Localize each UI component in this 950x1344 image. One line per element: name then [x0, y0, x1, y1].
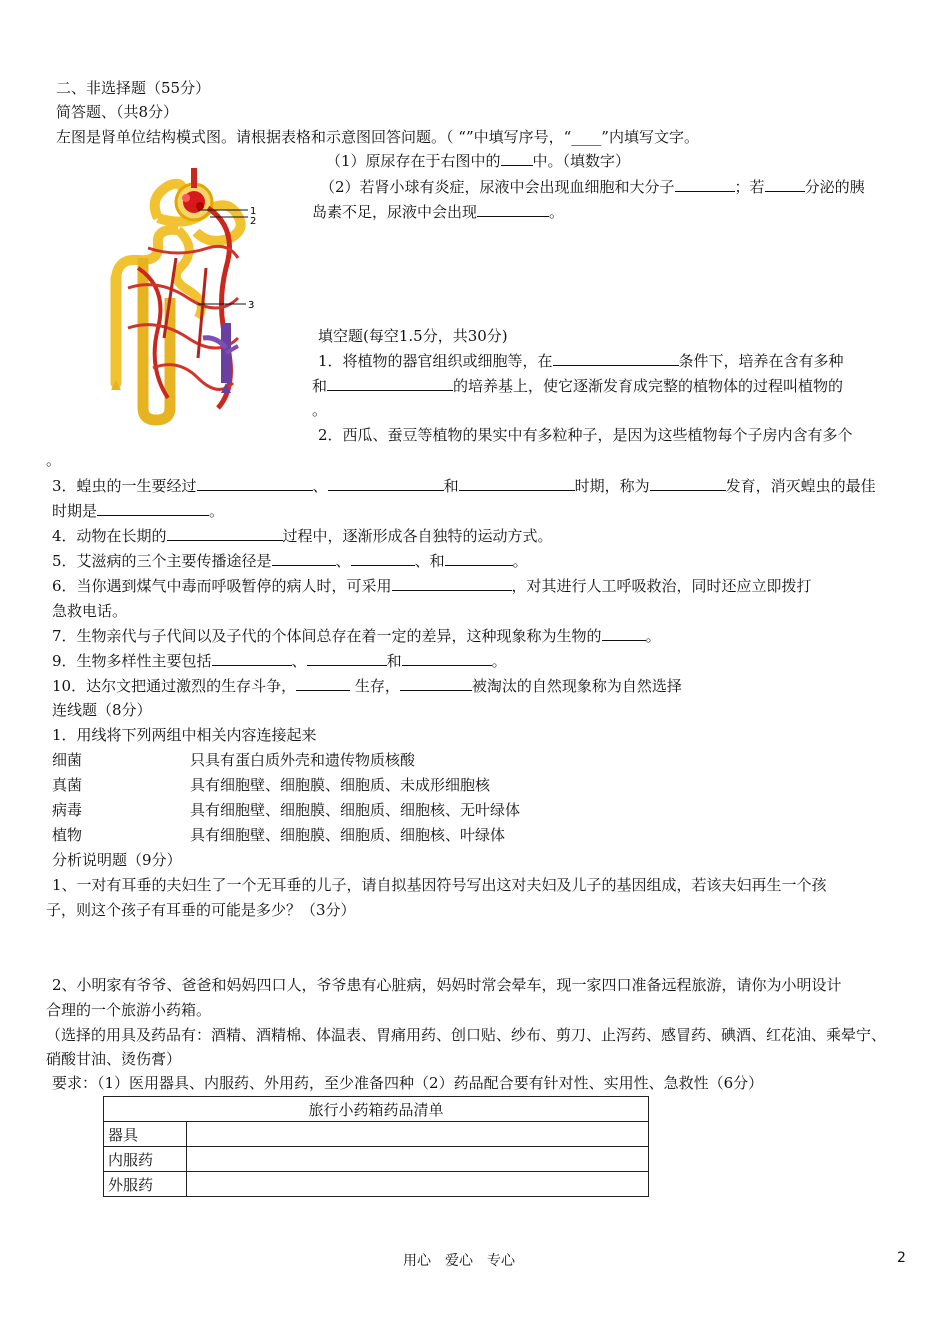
analysis-q2-line3: （选择的用具及药品有：酒精、酒精棉、体温表、胃痛用药、创口贴、纱布、剪刀、止泻药、感冒药、碘酒、红花油、乘晕宁、 [46, 1026, 887, 1044]
fill-in-title: 填空题(每空1.5分，共30分) [318, 327, 508, 345]
table-row [104, 1122, 649, 1147]
short-answer-intro: 左图是肾单位结构模式图。请根据表格和示意图回答问题。（ “”中填写序号，“____”内填写文字。 [56, 128, 699, 146]
match-left-bacteria: 细菌 [52, 751, 83, 769]
analysis-q2-line4: 硝酸甘油、烫伤膏） [46, 1050, 182, 1068]
match-left-fungi: 真菌 [52, 776, 83, 794]
match-left-plant: 植物 [52, 826, 83, 844]
fill-q5: 5．艾滋病的三个主要传播途径是 、 、和 。 [52, 552, 528, 570]
fill-q2-end: 。 [46, 451, 62, 469]
fill-q1-end: 。 [312, 401, 328, 419]
page-number: 2 [897, 1250, 906, 1266]
answer-cell-external[interactable] [187, 1172, 649, 1197]
match-right-4: 具有细胞壁、细胞膜、细胞质、细胞核、叶绿体 [190, 826, 506, 844]
answer-cell-equipment[interactable] [187, 1122, 649, 1147]
table-row [104, 1172, 649, 1197]
fill-q9: 9．生物多样性主要包括 、 和 。 [52, 652, 507, 670]
match-right-2: 具有细胞壁、细胞膜、细胞质、未成形细胞核 [190, 776, 491, 794]
analysis-q2-line2: 合理的一个旅游小药箱。 [46, 1001, 212, 1019]
analysis-q2-line1: 2、小明家有爷爷、爸爸和妈妈四口人，爷爷患有心脏病，妈妈时常会晕车，现一家四口准备远程旅游，请你为小明设计 [52, 976, 842, 994]
fill-q7: 7．生物亲代与子代间以及子代的个体间总存在着一定的差异，这种现象称为生物的 。 [52, 627, 661, 645]
sa-question-2-line1: （2）若肾小球有炎症，尿液中会出现血细胞和大分子 ；若 分泌的胰 [320, 178, 865, 196]
fill-q1-line1: 1．将植物的器官组织或细胞等，在 条件下，培养在含有多种 [318, 352, 844, 370]
medicine-kit-table [103, 1096, 649, 1197]
diagram-label-2: 2 [250, 216, 257, 227]
analysis-title: 分析说明题（9分） [52, 851, 182, 869]
fill-q1-line2: 和 的培养基上，使它逐渐发育成完整的植物体的过程叫植物的 [312, 377, 844, 395]
nephron-diagram [98, 158, 268, 428]
diagram-label-1: 1 [250, 206, 257, 217]
row-label-oral: 内服药 [104, 1147, 187, 1172]
fill-q6-line2: 急救电话。 [52, 602, 128, 620]
match-left-virus: 病毒 [52, 801, 83, 819]
sa-question-2-line2: 岛素不足，尿液中会出现 。 [312, 203, 565, 221]
matching-instruction: 1．用线将下列两组中相关内容连接起来 [52, 726, 317, 744]
footer-motto: 用心 爱心 专心 [403, 1253, 515, 1269]
row-label-equipment: 器具 [104, 1122, 187, 1147]
fill-q3-line2: 时期是 。 [52, 502, 225, 520]
analysis-q1-line1: 1、一对有耳垂的夫妇生了一个无耳垂的儿子，请自拟基因符号写出这对夫妇及儿子的基因组成，若该夫妇再生一个孩 [52, 876, 827, 894]
match-right-1: 只具有蛋白质外壳和遗传物质核酸 [190, 751, 416, 769]
fill-q6-line1: 6．当你遇到煤气中毒而呼吸暂停的病人时，可采用 ，对其进行人工呼吸救治，同时还应立即拨打 [52, 577, 812, 595]
matching-title: 连线题（8分） [52, 701, 152, 719]
match-right-3: 具有细胞壁、细胞膜、细胞质、细胞核、无叶绿体 [190, 801, 521, 819]
sa-question-1: （1）原尿存在于右图中的 中。（填数字） [326, 152, 631, 170]
section-header: 二、非选择题（55分） [56, 79, 211, 97]
fill-q2: 2．西瓜、蚕豆等植物的果实中有多粒种子，是因为这些植物每个子房内含有多个 [318, 426, 853, 444]
answer-cell-oral[interactable] [187, 1147, 649, 1172]
fill-q4: 4．动物在长期的 过程中，逐渐形成各自独特的运动方式。 [52, 527, 553, 545]
diagram-label-3: 3 [248, 300, 255, 311]
table-title: 旅行小药箱药品清单 [104, 1097, 649, 1122]
analysis-q1-line2: 子，则这个孩子有耳垂的可能是多少？（3分） [46, 901, 356, 919]
analysis-q2-requirements: 要求：（1）医用器具、内服药、外用药，至少准备四种（2）药品配合要有针对性、实用性、急救性（6分） [52, 1074, 764, 1092]
fill-q3-line1: 3．蝗虫的一生要经过 、 和 时期，称为 发育，消灭蝗虫的最佳 [52, 477, 876, 495]
table-row [104, 1147, 649, 1172]
fill-q10: 10．达尔文把通过激烈的生存斗争， 生存， 被淘汰的自然现象称为自然选择 [52, 677, 682, 695]
short-answer-title: 简答题、（共8分） [56, 103, 179, 121]
row-label-external: 外服药 [104, 1172, 187, 1197]
